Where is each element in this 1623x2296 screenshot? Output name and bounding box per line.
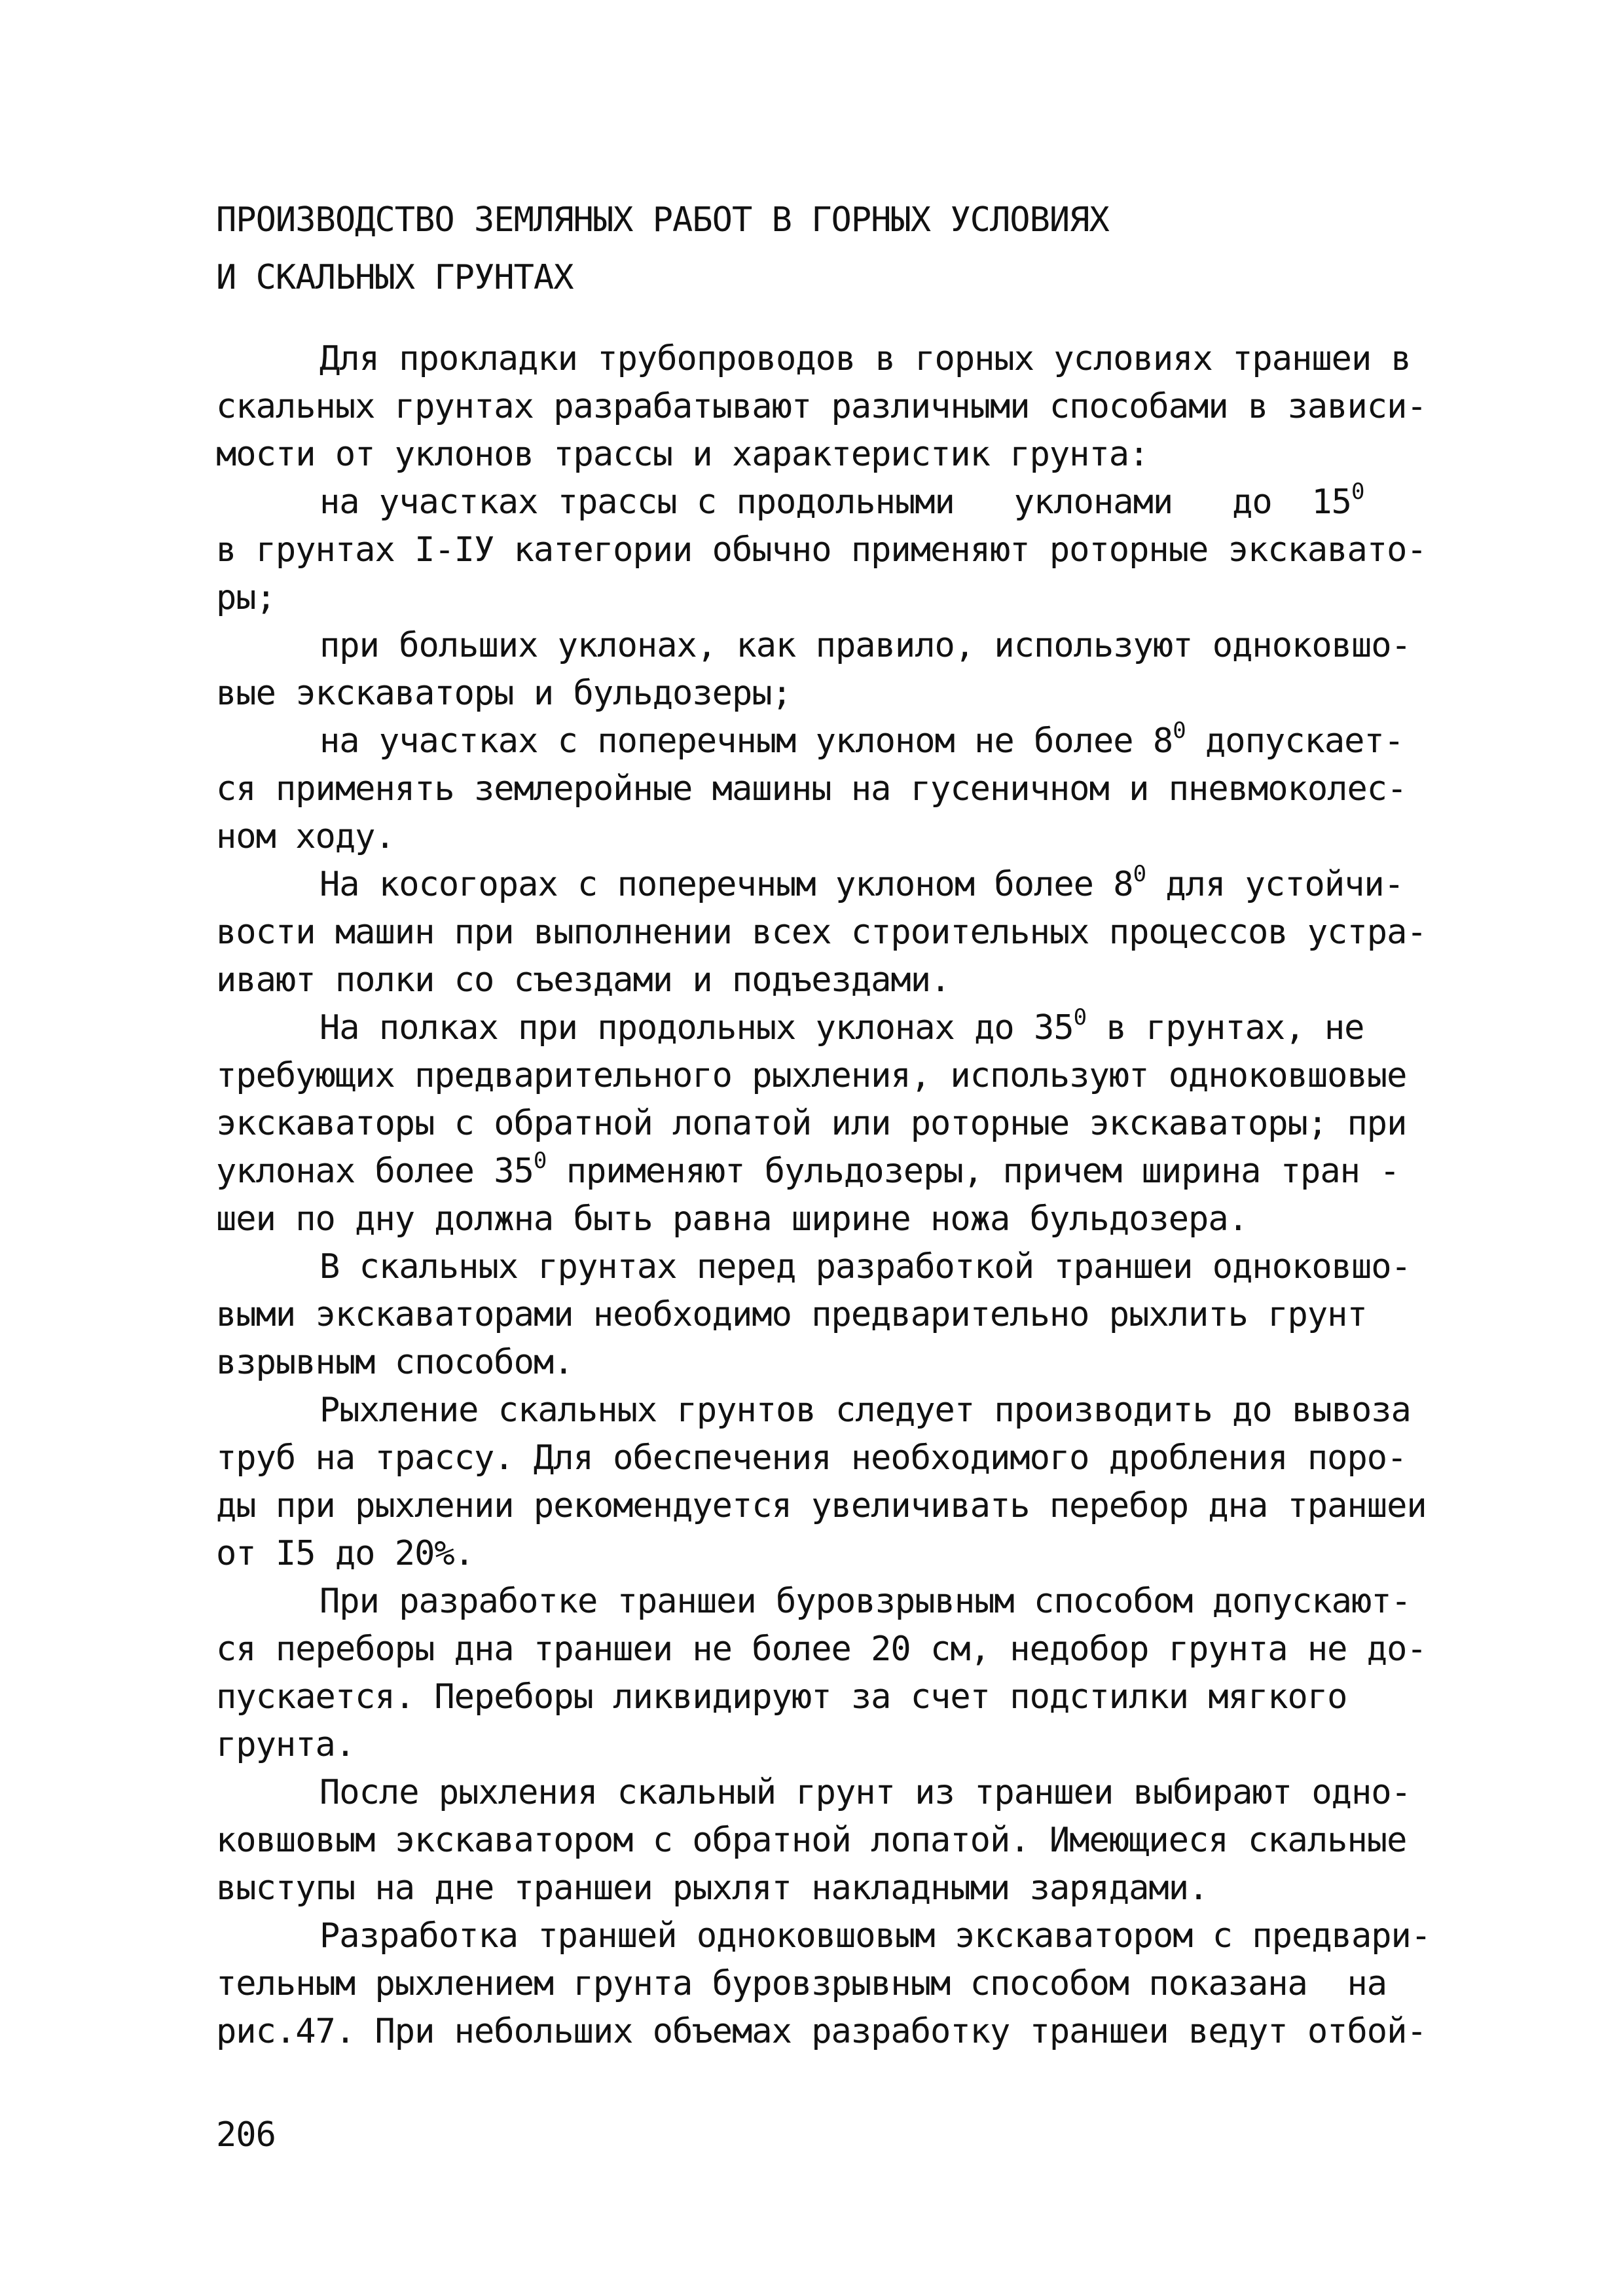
text-line: Для прокладки трубопроводов в горных условиях траншеи в: [319, 339, 1411, 378]
text-line: труб на трассу. Для обеспечения необходимого дробления поро-: [216, 1438, 1407, 1478]
text-line-content: уклонах более 35: [216, 1152, 534, 1191]
text-line: пускается. Переборы ликвидируют за счет подстилки мягкого: [216, 1677, 1347, 1717]
text-line: В скальных грунтах перед разработкой траншеи одноковшо-: [319, 1247, 1411, 1286]
text-line: ном ходу.: [216, 817, 395, 856]
text-line-content: на участках трассы с продольными уклонами до 15: [319, 483, 1351, 522]
text-line: скальных грунтах разрабатывают различными способами в зависи-: [216, 387, 1427, 426]
text-line: ся применять землеройные машины на гусеничном и пневмоколес-: [216, 769, 1407, 809]
text-line: при больших уклонах, как правило, используют одноковшо-: [319, 626, 1411, 665]
page-number: 206: [216, 2115, 276, 2155]
text-line: [216, 1004, 1447, 1052]
text-line-tail: в грунтах, не: [1086, 1008, 1364, 1048]
text-line: При разработке траншеи буровзрывным способом допускают-: [319, 1582, 1411, 1621]
text-line: в грунтах I-IУ категории обычно применяют роторные экскавато-: [216, 530, 1427, 570]
text-line: требующих предварительного рыхления, используют одноковшовые: [216, 1056, 1407, 1095]
text-line: После рыхления скальный грунт из траншеи выбирают одно-: [319, 1773, 1411, 1812]
text-line: [216, 1148, 1447, 1195]
text-line: экскаваторы с обратной лопатой или роторные экскаваторы; при: [216, 1104, 1407, 1143]
text-line: выступы на дне траншеи рыхлят накладными зарядами.: [216, 1868, 1209, 1908]
text-line: Рыхление скальных грунтов следует производить до вывоза: [319, 1391, 1411, 1430]
degree-mark: 0: [1173, 718, 1186, 744]
heading-line-2: И СКАЛЬНЫХ ГРУНТАХ: [216, 258, 574, 297]
text-line-tail: применяют бульдозеры, причем ширина тран -: [546, 1152, 1400, 1191]
text-line: вые экскаваторы и бульдозеры;: [216, 674, 792, 713]
text-line: Разработка траншей одноковшовым экскаватором с предвари-: [319, 1916, 1431, 1956]
text-line: от I5 до 20%.: [216, 1534, 474, 1573]
text-line: ковшовым экскаватором с обратной лопатой. Имеющиеся скальные: [216, 1821, 1407, 1860]
text-line: выми экскаваторами необходимо предварительно рыхлить грунт: [216, 1295, 1367, 1334]
text-line-content: На полках при продольных уклонах до 35: [319, 1008, 1074, 1048]
degree-mark: 0: [1133, 861, 1146, 887]
text-line-tail: для устойчи-: [1146, 865, 1404, 904]
text-line: шеи по дну должна быть равна ширине ножа бульдозера.: [216, 1199, 1248, 1239]
text-line: ивают полки со съездами и подъездами.: [216, 960, 951, 1000]
text-line: [216, 479, 1447, 526]
text-line-content: на участках с поперечным уклоном не более 8: [319, 721, 1173, 761]
degree-mark: 0: [1351, 479, 1364, 505]
text-line: тельным рыхлением грунта буровзрывным способом показана на: [216, 1964, 1387, 2003]
text-line: ры;: [216, 578, 276, 617]
text-line-content: На косогорах с поперечным уклоном более 8: [319, 865, 1133, 904]
body-text: [216, 335, 1447, 2056]
text-line: вости машин при выполнении всех строительных процессов устра-: [216, 913, 1427, 952]
text-line: [216, 718, 1447, 765]
text-line-tail: допускает-: [1185, 721, 1404, 761]
section-heading: [216, 191, 1460, 306]
text-line: ся переборы дна траншеи не более 20 см, недобор грунта не до-: [216, 1630, 1427, 1669]
text-line: грунта.: [216, 1725, 356, 1764]
text-line: рис.47. При небольших объемах разработку траншеи ведут отбой-: [216, 2012, 1427, 2051]
text-line: мости от уклонов трассы и характеристик грунта:: [216, 435, 1149, 474]
heading-line-1: ПРОИЗВОДСТВО ЗЕМЛЯНЫХ РАБОТ В ГОРНЫХ УСЛОВИЯХ: [216, 200, 1109, 240]
degree-mark: 0: [533, 1148, 547, 1174]
text-line: [216, 861, 1447, 909]
text-line: взрывным способом.: [216, 1343, 574, 1382]
text-line: ды при рыхлении рекомендуется увеличивать перебор дна траншеи: [216, 1486, 1427, 1525]
degree-mark: 0: [1073, 1004, 1087, 1030]
